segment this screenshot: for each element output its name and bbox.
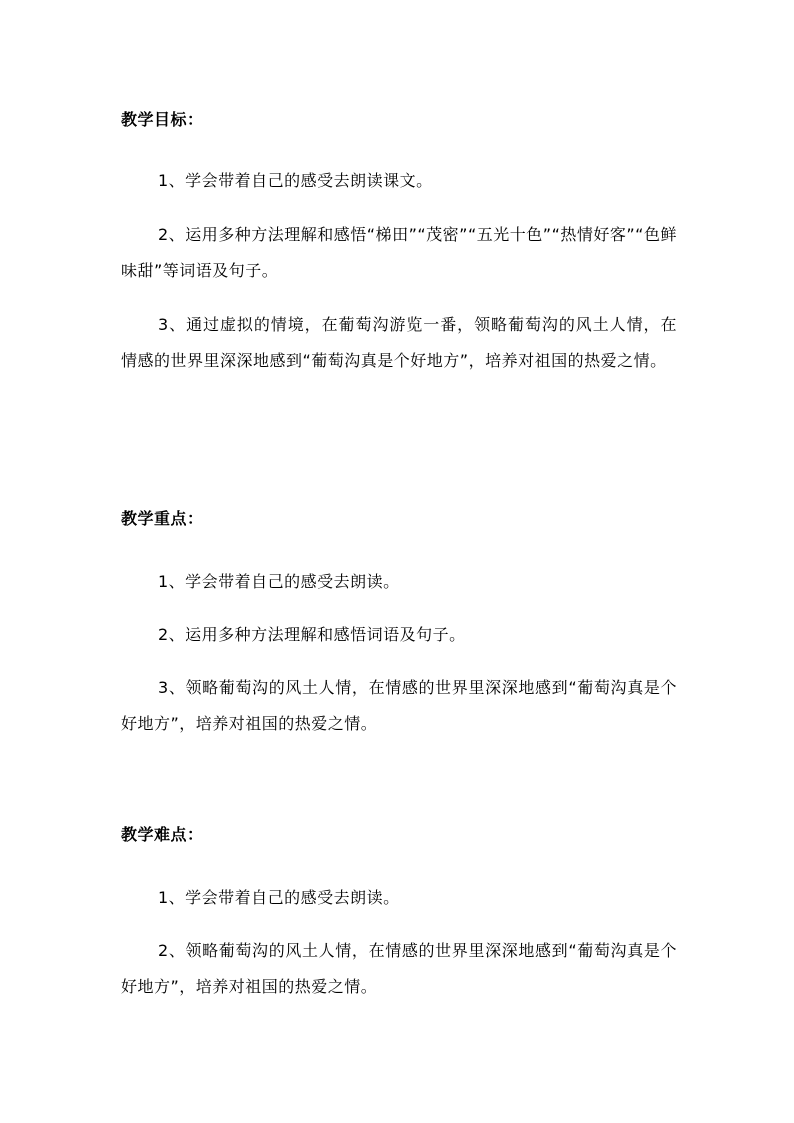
teaching-goals-item: 1、学会带着自己的感受去朗读课文。	[158, 171, 433, 190]
teaching-difficulties-item: 2、领略葡萄沟的风土人情，在情感的世界里深深地感到“葡萄沟真是个好地方”，培养对祖国的热爱之情。	[121, 941, 677, 996]
teaching-goals-heading: 教学目标：	[121, 110, 204, 129]
teaching-key-points-item: 3、领略葡萄沟的风土人情，在情感的世界里深深地感到“葡萄沟真是个好地方”，培养对祖国的热爱之情。	[121, 678, 677, 733]
teaching-difficulties-heading: 教学难点：	[121, 825, 204, 844]
teaching-key-points-heading: 教学重点：	[121, 509, 204, 528]
teaching-difficulties-item: 1、学会带着自己的感受去朗读。	[158, 888, 400, 907]
teaching-key-points-item: 2、运用多种方法理解和感悟词语及句子。	[158, 625, 466, 644]
teaching-key-points-item: 1、学会带着自己的感受去朗读。	[158, 572, 400, 591]
teaching-goals-item: 3、通过虚拟的情境，在葡萄沟游览一番，领略葡萄沟的风土人情，在情感的世界里深深地感到“葡萄沟真是个好地方”，培养对祖国的热爱之情。	[121, 315, 677, 370]
teaching-goals-section	[121, 109, 677, 379]
teaching-goals-item: 2、运用多种方法理解和感悟“梯田”“茂密”“五光十色”“热情好客”“色鲜味甜”等词语及句子。	[121, 225, 677, 280]
teaching-difficulties-section	[121, 824, 677, 1005]
teaching-key-points-section	[121, 508, 677, 742]
